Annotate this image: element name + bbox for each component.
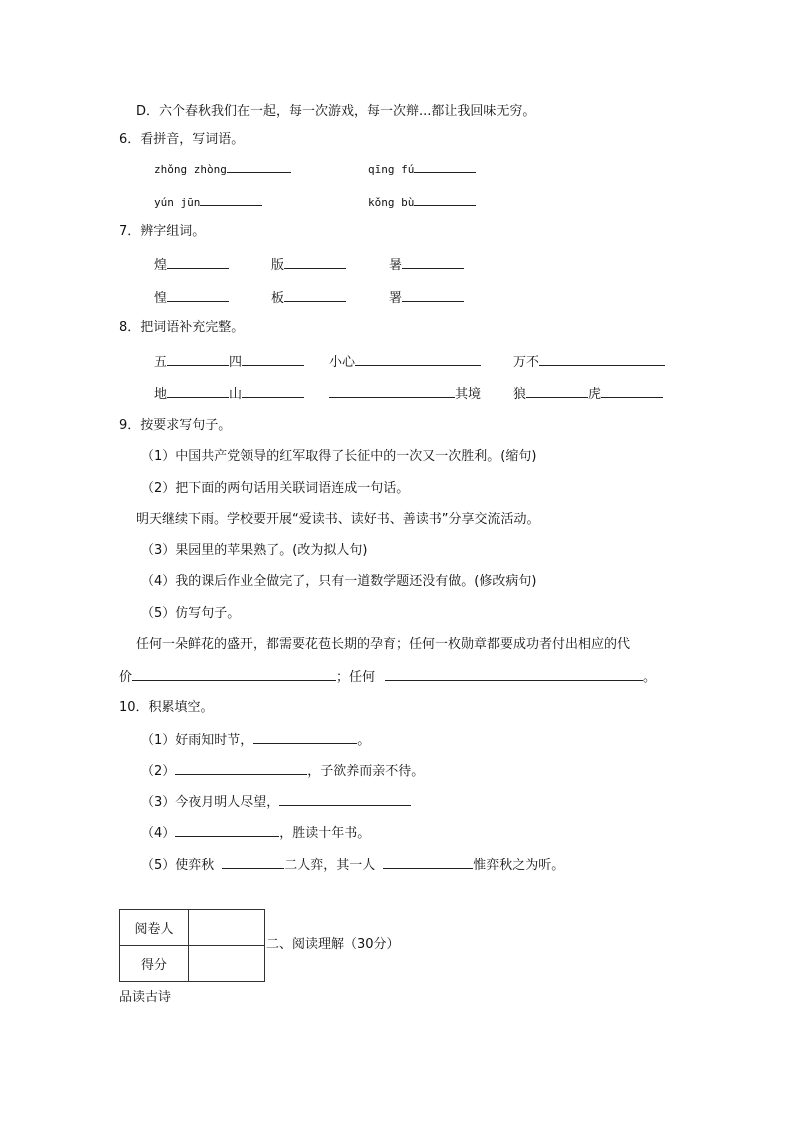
q8-idiom-5: 其境: [329, 385, 481, 403]
answer-blank[interactable]: [284, 256, 346, 269]
answer-blank[interactable]: [167, 289, 229, 302]
q6-title: 6．看拼音，写词语。: [119, 132, 245, 147]
q6-item-3: yún jūn: [154, 193, 262, 211]
q8-idiom-1: 五 四: [154, 353, 304, 371]
answer-blank[interactable]: [132, 668, 336, 681]
answer-blank[interactable]: [539, 353, 665, 366]
answer-blank[interactable]: [253, 731, 357, 744]
q6-item-1: zhǒng zhòng: [154, 160, 291, 178]
q9-title: 9．按要求写句子。: [119, 418, 232, 433]
q10-item-3: （3）今夜月明人尽望，: [141, 793, 411, 811]
q10-title: 10．积累填空。: [119, 700, 214, 715]
q9-imitation-line-1: 任何一朵鲜花的盛开，都需要花苞长期的孕育；任何一枚勋章都要成功者付出相应的代: [136, 637, 631, 652]
section-2-subtitle: 品读古诗: [119, 990, 172, 1005]
q8-idiom-2: 小心: [329, 353, 481, 371]
answer-blank[interactable]: [175, 762, 307, 775]
answer-blank[interactable]: [284, 289, 346, 302]
q10-item-5: （5）使弈秋 二人弈，其一人 惟弈秋之为听。: [141, 858, 565, 873]
q9-sentence-2: （2）把下面的两句话用关联词语连成一句话。: [141, 481, 410, 496]
q8-idiom-3: 万不: [513, 353, 665, 371]
answer-blank[interactable]: [167, 353, 229, 366]
score-table: [119, 909, 265, 982]
q7-char: 板: [271, 289, 346, 307]
q6-item-4: kǒng bù: [368, 193, 476, 211]
score-cell[interactable]: [189, 946, 265, 982]
answer-blank[interactable]: [200, 193, 262, 206]
answer-blank[interactable]: [383, 856, 473, 869]
answer-blank[interactable]: [222, 856, 284, 869]
section-2-title: 二、阅读理解（30分）: [266, 937, 400, 952]
answer-blank[interactable]: [385, 668, 643, 681]
q9-sentence-4: （4）我的课后作业全做完了，只有一道数学题还没有做。(修改病句): [141, 574, 537, 589]
q9-sentence-1: （1）中国共产党领导的红军取得了长征中的一次又一次胜利。(缩句): [141, 449, 537, 464]
q8-title: 8．把词语补充完整。: [119, 320, 245, 335]
answer-blank[interactable]: [526, 385, 588, 398]
answer-blank[interactable]: [242, 353, 304, 366]
answer-blank[interactable]: [402, 289, 464, 302]
q7-char: 惶: [154, 289, 229, 307]
answer-blank[interactable]: [601, 385, 663, 398]
q5-option-d: D．六个春秋我们在一起，每一次游戏，每一次辩...都让我回味无穷。: [136, 104, 536, 119]
answer-blank[interactable]: [167, 385, 229, 398]
answer-blank[interactable]: [355, 353, 481, 366]
answer-blank[interactable]: [279, 793, 411, 806]
answer-blank[interactable]: [227, 160, 291, 173]
q6-item-2: qīng fú: [368, 160, 476, 178]
reviewer-cell[interactable]: [189, 910, 265, 946]
q10-item-2: （2） ，子欲养而亲不待。: [141, 764, 425, 779]
q7-char: 署: [389, 289, 464, 307]
q9-imitation-line-2: 价 ；任何 。: [119, 670, 657, 685]
reviewer-label: 阅卷人: [120, 910, 189, 946]
q8-idiom-6: 狼 虎: [513, 385, 663, 403]
answer-blank[interactable]: [402, 256, 464, 269]
q8-idiom-4: 地 山: [154, 385, 304, 403]
q9-sentence-5: （5）仿写句子。: [141, 606, 241, 621]
answer-blank[interactable]: [167, 256, 229, 269]
q7-char: 煌: [154, 256, 229, 274]
answer-blank[interactable]: [414, 160, 476, 173]
q9-sentence-2-text: 明天继续下雨。学校要开展“爱读书、读好书、善读书”分享交流活动。: [136, 512, 540, 527]
q7-char: 版: [271, 256, 346, 274]
answer-blank[interactable]: [329, 385, 455, 398]
q7-title: 7．辨字组词。: [119, 224, 206, 239]
answer-blank[interactable]: [414, 193, 476, 206]
score-label: 得分: [120, 946, 189, 982]
answer-blank[interactable]: [242, 385, 304, 398]
q9-sentence-3: （3）果园里的苹果熟了。(改为拟人句): [141, 543, 368, 558]
q7-char: 暑: [389, 256, 464, 274]
answer-blank[interactable]: [175, 824, 279, 837]
q10-item-1: （1）好雨知时节， 。: [141, 733, 371, 748]
q10-item-4: （4） ，胜读十年书。: [141, 826, 371, 841]
